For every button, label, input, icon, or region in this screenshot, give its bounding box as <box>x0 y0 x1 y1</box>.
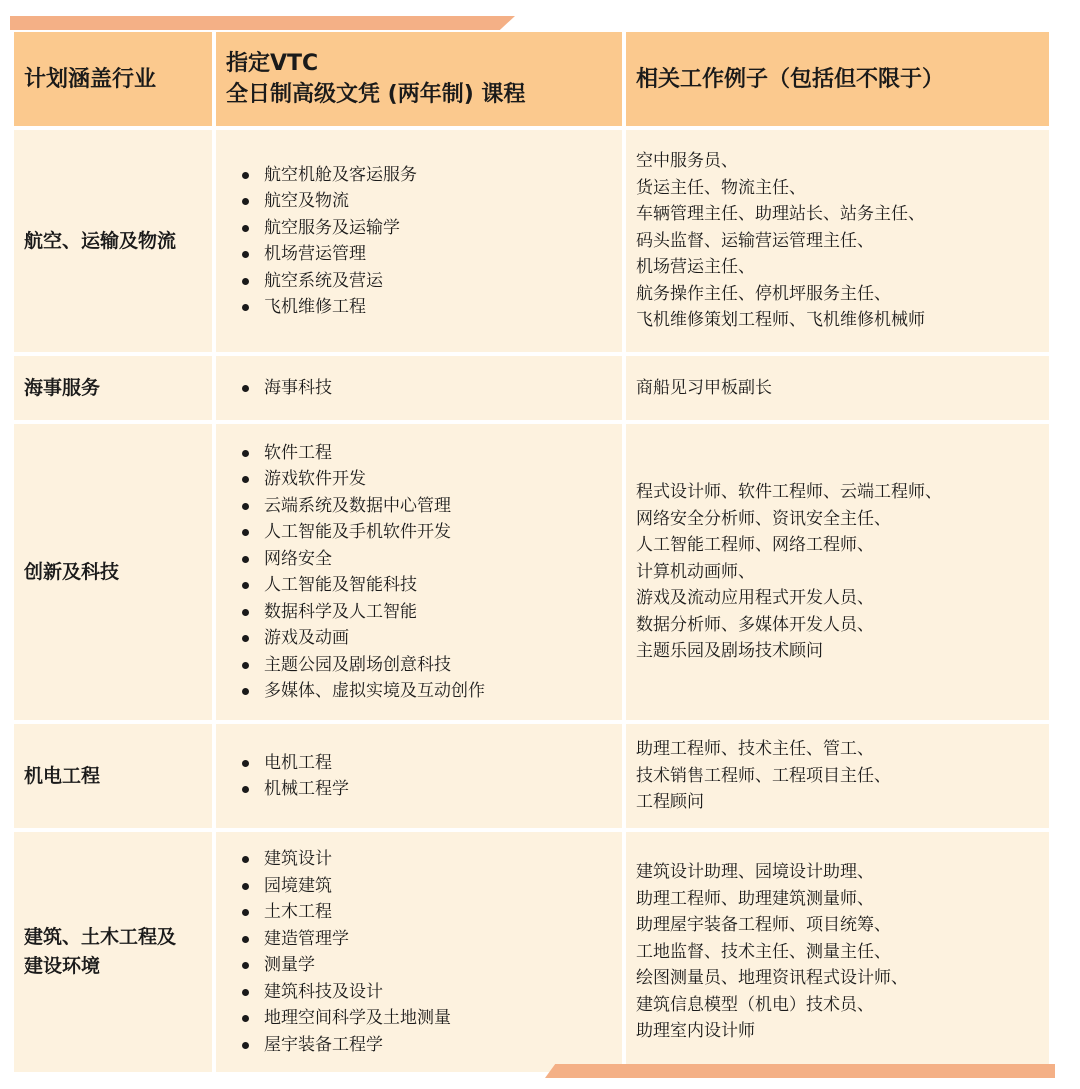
table-header <box>14 32 1049 126</box>
industry-cell <box>14 356 212 420</box>
header-course-line2: 全日制高级文凭 (两年制) 课程 <box>226 82 526 107</box>
course-item: 屋宇装备工程学 <box>242 1032 612 1059</box>
job-example-line: 空中服务员、 <box>636 151 738 172</box>
course-item: 园境建筑 <box>242 873 612 900</box>
industry-name: 海事服务 <box>24 376 101 399</box>
jobs-cell <box>626 130 1049 352</box>
course-cell <box>216 424 622 720</box>
course-item: 航空服务及运输学 <box>242 215 612 242</box>
course-item: 土木工程 <box>242 899 612 926</box>
table-row <box>14 424 1049 720</box>
course-cell <box>216 832 622 1072</box>
course-item: 数据科学及人工智能 <box>242 599 612 626</box>
job-example-line: 主题乐园及剧场技术顾问 <box>636 641 823 662</box>
course-item: 游戏及动画 <box>242 625 612 652</box>
header-row <box>14 32 1049 126</box>
jobs-cell <box>626 724 1049 828</box>
course-item: 建造管理学 <box>242 926 612 953</box>
job-example-line: 技术销售工程师、工程项目主任、 <box>636 765 891 786</box>
course-cell <box>216 356 622 420</box>
job-example-line: 数据分析师、多媒体开发人员、 <box>636 614 874 635</box>
course-item: 航空系统及营运 <box>242 268 612 295</box>
course-item: 飞机维修工程 <box>242 294 612 321</box>
industry-cell <box>14 130 212 352</box>
course-list <box>242 375 612 402</box>
job-example-line: 绘图测量员、地理资讯程式设计师、 <box>636 968 908 989</box>
course-item: 游戏软件开发 <box>242 466 612 493</box>
course-item: 机械工程学 <box>242 776 612 803</box>
job-example-line: 助理屋宇装备工程师、项目统筹、 <box>636 915 891 936</box>
jobs-cell <box>626 356 1049 420</box>
header-jobs: 相关工作例子（包括但不限于） <box>626 32 1049 126</box>
decorative-bottom-bar <box>545 1064 1055 1078</box>
table-row <box>14 832 1049 1072</box>
course-cell <box>216 130 622 352</box>
table-body <box>14 130 1049 1072</box>
job-example-line: 飞机维修策划工程师、飞机维修机械师 <box>636 310 925 331</box>
course-list <box>242 750 612 803</box>
course-item: 海事科技 <box>242 375 612 402</box>
job-example-line: 车辆管理主任、助理站长、站务主任、 <box>636 204 925 225</box>
job-example-line: 程式设计师、软件工程师、云端工程师、 <box>636 482 942 503</box>
job-example-line: 货运主任、物流主任、 <box>636 177 806 198</box>
header-course <box>216 32 622 126</box>
job-example-line: 机场营运主任、 <box>636 257 755 278</box>
course-list <box>242 846 612 1058</box>
job-example-line: 工程顾问 <box>636 792 704 813</box>
industry-cell <box>14 424 212 720</box>
course-item: 多媒体、虚拟实境及互动创作 <box>242 678 612 705</box>
course-item: 建筑科技及设计 <box>242 979 612 1006</box>
course-item: 主题公园及剧场创意科技 <box>242 652 612 679</box>
course-item: 人工智能及手机软件开发 <box>242 519 612 546</box>
industry-cell <box>14 724 212 828</box>
course-item: 网络安全 <box>242 546 612 573</box>
job-example-line: 助理工程师、助理建筑测量师、 <box>636 888 874 909</box>
table-row <box>14 356 1049 420</box>
course-item: 软件工程 <box>242 440 612 467</box>
industry-name: 航空、运输及物流 <box>24 229 177 252</box>
job-example-line: 网络安全分析师、资讯安全主任、 <box>636 508 891 529</box>
industry-name: 创新及科技 <box>24 560 120 583</box>
course-cell <box>216 724 622 828</box>
table-row <box>14 130 1049 352</box>
industry-name: 建筑、土木工程及 <box>24 926 177 948</box>
course-item: 建筑设计 <box>242 846 612 873</box>
course-list <box>242 440 612 705</box>
job-example-line: 航务操作主任、停机坪服务主任、 <box>636 283 891 304</box>
job-example-line: 游戏及流动应用程式开发人员、 <box>636 588 874 609</box>
job-example-line: 码头监督、运输营运管理主任、 <box>636 230 874 251</box>
table-row <box>14 724 1049 828</box>
header-industry: 计划涵盖行业 <box>14 32 212 126</box>
industry-name: 建设环境 <box>24 955 101 977</box>
jobs-cell <box>626 832 1049 1072</box>
industry-name: 机电工程 <box>24 764 101 787</box>
industry-cell <box>14 832 212 1072</box>
course-item: 机场营运管理 <box>242 241 612 268</box>
course-item: 航空机舱及客运服务 <box>242 162 612 189</box>
course-item: 电机工程 <box>242 750 612 777</box>
job-example-line: 工地监督、技术主任、测量主任、 <box>636 941 891 962</box>
course-item: 航空及物流 <box>242 188 612 215</box>
job-example-line: 建筑设计助理、园境设计助理、 <box>636 862 874 883</box>
header-course-line1: 指定VTC <box>226 51 319 76</box>
course-item: 测量学 <box>242 952 612 979</box>
job-example-line: 助理室内设计师 <box>636 1021 755 1042</box>
course-item: 地理空间科学及土地测量 <box>242 1005 612 1032</box>
course-list <box>242 162 612 321</box>
jobs-cell <box>626 424 1049 720</box>
job-example-line: 助理工程师、技术主任、管工、 <box>636 739 874 760</box>
job-example-line: 商船见习甲板副长 <box>636 377 772 398</box>
course-item: 人工智能及智能科技 <box>242 572 612 599</box>
programme-table <box>10 28 1053 1076</box>
course-item: 云端系统及数据中心管理 <box>242 493 612 520</box>
job-example-line: 人工智能工程师、网络工程师、 <box>636 535 874 556</box>
job-example-line: 计算机动画师、 <box>636 561 755 582</box>
job-example-line: 建筑信息模型（机电）技术员、 <box>636 994 874 1015</box>
